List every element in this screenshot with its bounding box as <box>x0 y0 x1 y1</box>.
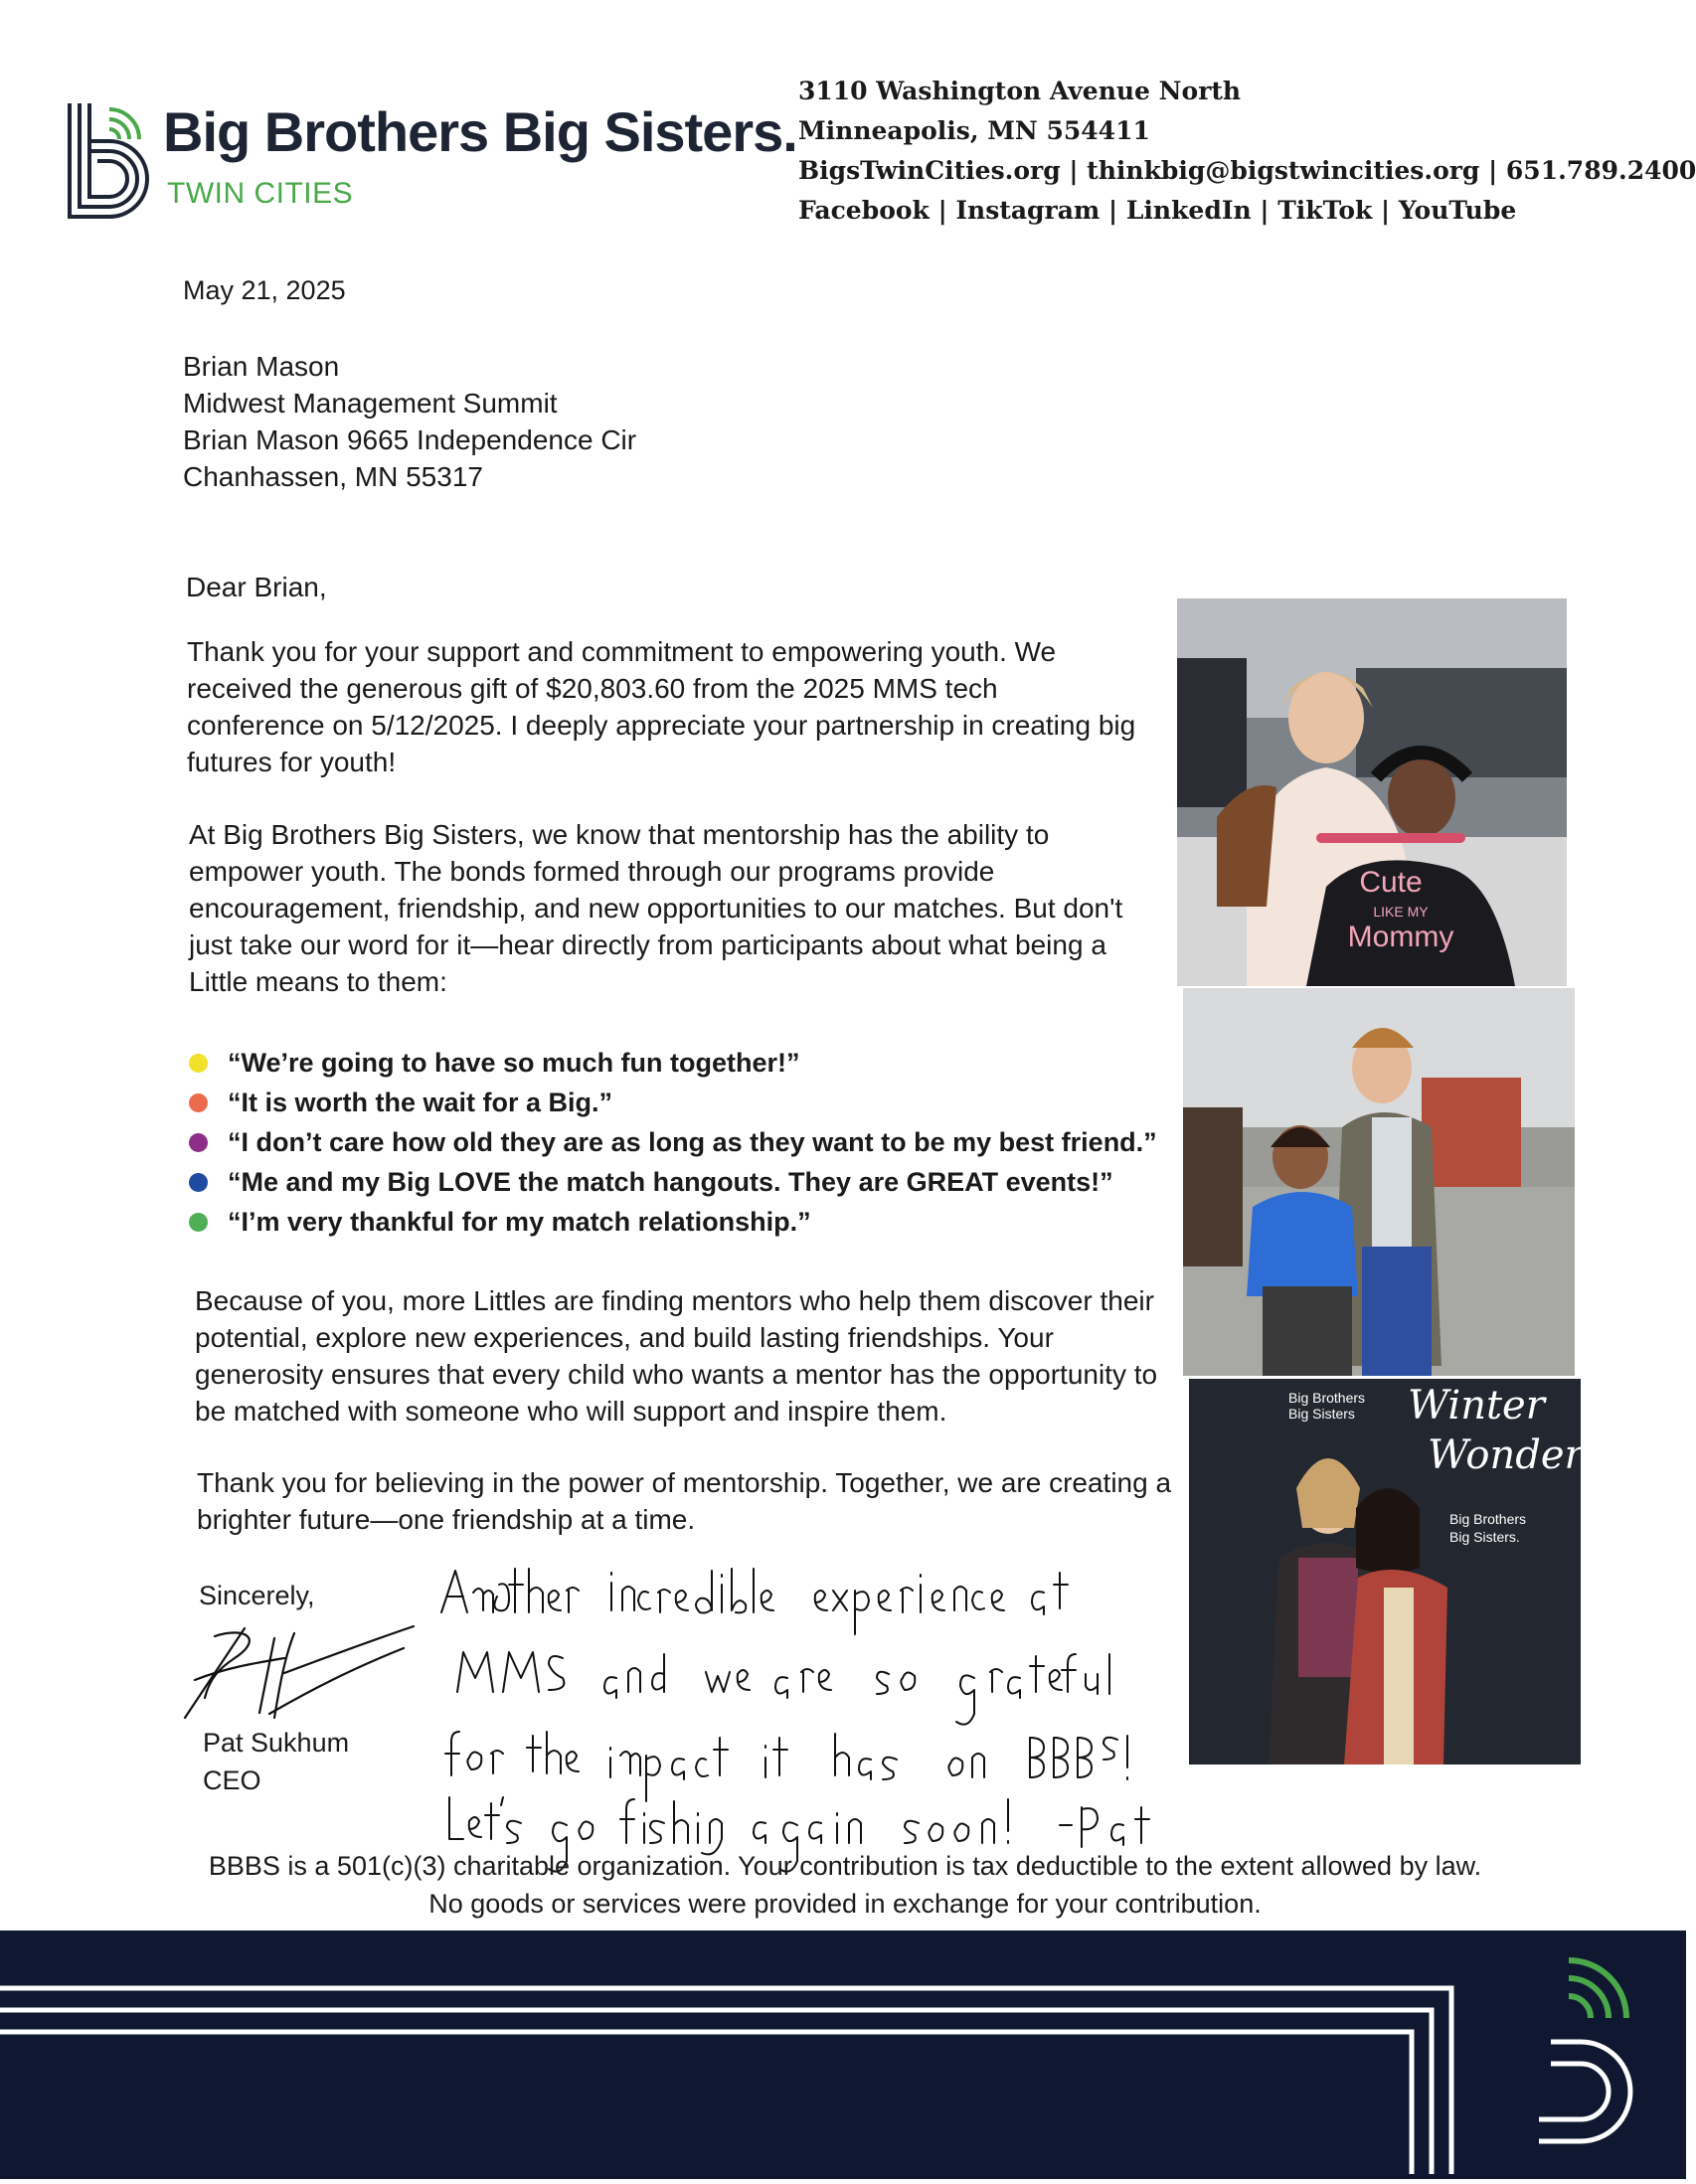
shirt-text-like-my: LIKE MY <box>1373 904 1429 920</box>
signature-image <box>175 1618 424 1728</box>
quote-text: “I don’t care how old they are as long as they want to be my best friend.” <box>228 1126 1157 1157</box>
banner-text-big-sisters: Big Sisters <box>1288 1406 1355 1422</box>
signer-title: CEO <box>203 1765 261 1795</box>
bullet-dot-icon <box>189 1213 208 1232</box>
shirt-text-mommy: Mommy <box>1347 921 1454 953</box>
bullet-dot-icon <box>189 1133 208 1152</box>
signer-name: Pat Sukhum <box>203 1728 350 1758</box>
bullet-dot-icon <box>189 1054 208 1073</box>
handwritten-note-image <box>437 1563 1233 1861</box>
quote-item <box>189 1162 1183 1202</box>
banner-text-big-brothers: Big Brothers <box>1288 1390 1366 1406</box>
quote-item <box>189 1122 1183 1162</box>
footer-band <box>0 1931 1686 2179</box>
closing: Sincerely, <box>199 1581 315 1610</box>
shirt-text-cute: Cute <box>1359 866 1423 899</box>
quotes-list <box>189 1043 1183 1242</box>
contact-social-links[interactable]: Facebook | Instagram | LinkedIn | TikTok | YouTube <box>798 196 1517 225</box>
footer-stripes-graphic <box>0 1931 1686 2179</box>
sign-text-big-brothers: Big Brothers <box>1449 1511 1527 1527</box>
photo-mentor-and-little-3 <box>1189 1379 1620 1764</box>
tax-disclaimer: BBBS is a 501(c)(3) charitable organization. Your contribution is tax deductible to the extent allowed by law. No goods or services were provided in exchange for your contribution. <box>208 1851 1482 1919</box>
quote-text: “I’m very thankful for my match relationship.” <box>228 1206 811 1237</box>
signer-block <box>203 1724 349 1799</box>
bullet-dot-icon <box>189 1093 208 1112</box>
paragraph-gift-thanks: Thank you for your support and commitment to empowering youth. We received the generous gift of $20,803.60 from the 2025 MMS tech conference on 5/12/2025. I deeply appreciate your partnership in creating big futures for youth! <box>187 636 1136 777</box>
quote-item <box>189 1043 1183 1083</box>
bullet-dot-icon <box>189 1173 208 1192</box>
photo-mentor-and-little-1 <box>1177 598 1567 986</box>
recipient-street: Brian Mason 9665 Independence Cir <box>183 424 637 455</box>
quote-item <box>189 1083 1183 1122</box>
quote-item <box>189 1202 1183 1242</box>
banner-text-wonderland: Wonderla <box>1428 1432 1620 1478</box>
banner-text-winter: Winter <box>1408 1383 1545 1428</box>
contact-web-email-phone[interactable]: BigsTwinCities.org | thinkbig@bigstwincities.org | 651.789.2400 <box>798 156 1696 185</box>
photo1-image <box>1177 598 1567 986</box>
photo-mentor-and-little-2 <box>1183 988 1575 1376</box>
photo2-image <box>1183 988 1575 1376</box>
paragraph-mentorship: At Big Brothers Big Sisters, we know that mentorship has the ability to empower youth. The bonds formed through our programs provide encouragement, friendship, and new opportunities to our matches. But don't just take our word for it—hear directly from participants about what being a Little means to them: <box>189 819 1123 997</box>
photo3-image <box>1189 1379 1620 1764</box>
sign-text-big-sisters: Big Sisters. <box>1449 1529 1520 1545</box>
quote-text: “It is worth the wait for a Big.” <box>228 1087 613 1117</box>
contact-block <box>798 72 1696 231</box>
recipient-address <box>183 348 636 495</box>
paragraph-impact: Because of you, more Littles are finding mentors who help them discover their potential, explore new experiences, and build lasting friendships. Your generosity ensures that every child who wants a mentor has the opportunity to be matched with someone who will support and inspire them. <box>195 1285 1158 1427</box>
bbbs-logo-icon <box>66 99 155 221</box>
quote-text: “Me and my Big LOVE the match hangouts. They are GREAT events!” <box>228 1166 1113 1197</box>
salutation: Dear Brian, <box>186 572 327 602</box>
quote-text: “We’re going to have so much fun together!” <box>228 1047 800 1078</box>
brand-subtitle: TWIN CITIES <box>167 177 354 210</box>
contact-address-line: 3110 Washington Avenue North <box>798 77 1242 105</box>
letter-date: May 21, 2025 <box>183 275 346 305</box>
recipient-city: Chanhassen, MN 55317 <box>183 461 483 492</box>
paragraph-closing-thanks: Thank you for believing in the power of mentorship. Together, we are creating a brighter future—one friendship at a time. <box>197 1467 1172 1535</box>
recipient-name: Brian Mason <box>183 351 340 382</box>
recipient-organization: Midwest Management Summit <box>183 388 558 419</box>
contact-city-line: Minneapolis, MN 554411 <box>798 116 1150 145</box>
brand-name: Big Brothers Big Sisters. <box>163 100 797 163</box>
